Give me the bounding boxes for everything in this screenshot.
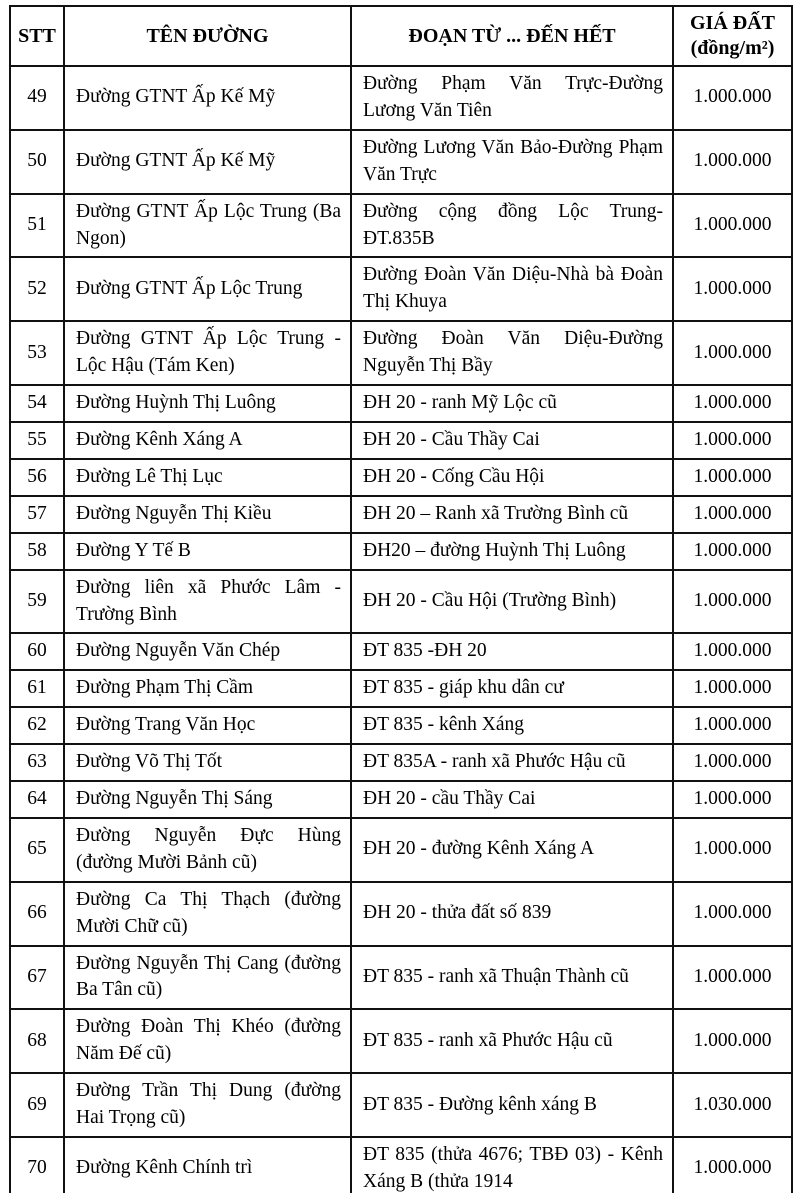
segment-cell: ĐH 20 – Ranh xã Trường Bình cũ [351, 496, 673, 533]
segment-cell: ĐT 835 (thửa 4676; TBĐ 03) - Kênh Xáng B (thửa 1914 [351, 1137, 673, 1193]
row-number-cell: 62 [10, 707, 64, 744]
header-price-line1: GIÁ ĐẤT [689, 12, 775, 34]
table-row [10, 496, 792, 533]
row-number-cell: 49 [10, 66, 64, 130]
table-row [10, 257, 792, 321]
segment-cell: Đường Phạm Văn Trực-Đường Lương Văn Tiên [351, 66, 673, 130]
price-cell: 1.000.000 [673, 1009, 792, 1073]
segment-cell: ĐH20 – đường Huỳnh Thị Luông [351, 533, 673, 570]
table-body [10, 66, 792, 1193]
row-number-cell: 52 [10, 257, 64, 321]
road-name-cell: Đường Y Tế B [64, 533, 351, 570]
price-cell: 1.000.000 [673, 459, 792, 496]
price-cell: 1.000.000 [673, 781, 792, 818]
road-name-cell: Đường Nguyễn Thị Cang (đường Ba Tân cũ) [64, 946, 351, 1010]
road-name-cell: Đường GTNT Ấp Lộc Trung (Ba Ngon) [64, 194, 351, 258]
road-name-cell: Đường Trang Văn Học [64, 707, 351, 744]
row-number-cell: 66 [10, 882, 64, 946]
table-row [10, 194, 792, 258]
row-number-cell: 63 [10, 744, 64, 781]
price-cell: 1.000.000 [673, 321, 792, 385]
segment-cell: ĐH 20 - ranh Mỹ Lộc cũ [351, 385, 673, 422]
road-name-cell: Đường GTNT Ấp Lộc Trung [64, 257, 351, 321]
road-name-cell: Đường Phạm Thị Cầm [64, 670, 351, 707]
table-row [10, 321, 792, 385]
road-name-cell: Đường GTNT Ấp Lộc Trung - Lộc Hậu (Tám Ken) [64, 321, 351, 385]
road-name-cell: Đường liên xã Phước Lâm - Trường Bình [64, 570, 351, 634]
price-cell: 1.000.000 [673, 946, 792, 1010]
segment-cell: ĐH 20 - Cầu Hội (Trường Bình) [351, 570, 673, 634]
price-cell: 1.030.000 [673, 1073, 792, 1137]
price-cell: 1.000.000 [673, 533, 792, 570]
price-cell: 1.000.000 [673, 194, 792, 258]
road-name-cell: Đường GTNT Ấp Kế Mỹ [64, 130, 351, 194]
table-row [10, 946, 792, 1010]
segment-cell: ĐH 20 - Cống Cầu Hội [351, 459, 673, 496]
price-cell: 1.000.000 [673, 670, 792, 707]
segment-cell: ĐT 835 - ranh xã Thuận Thành cũ [351, 946, 673, 1010]
table-row [10, 670, 792, 707]
price-cell: 1.000.000 [673, 257, 792, 321]
row-number-cell: 60 [10, 633, 64, 670]
price-cell: 1.000.000 [673, 633, 792, 670]
row-number-cell: 51 [10, 194, 64, 258]
row-number-cell: 69 [10, 1073, 64, 1137]
price-cell: 1.000.000 [673, 1137, 792, 1193]
price-cell: 1.000.000 [673, 882, 792, 946]
segment-cell: ĐH 20 - thửa đất số 839 [351, 882, 673, 946]
table-row [10, 385, 792, 422]
price-cell: 1.000.000 [673, 707, 792, 744]
segment-cell: ĐH 20 - đường Kênh Xáng A [351, 818, 673, 882]
price-cell: 1.000.000 [673, 422, 792, 459]
segment-cell: Đường Đoàn Văn Diệu-Đường Nguyễn Thị Bầy [351, 321, 673, 385]
row-number-cell: 56 [10, 459, 64, 496]
table-row [10, 570, 792, 634]
header-road-name: TÊN ĐƯỜNG [64, 6, 351, 66]
price-cell: 1.000.000 [673, 66, 792, 130]
table-row [10, 459, 792, 496]
row-number-cell: 54 [10, 385, 64, 422]
row-number-cell: 58 [10, 533, 64, 570]
row-number-cell: 67 [10, 946, 64, 1010]
table-row [10, 818, 792, 882]
table-row [10, 744, 792, 781]
road-name-cell: Đường Đoàn Thị Khéo (đường Năm Đế cũ) [64, 1009, 351, 1073]
road-name-cell: Đường Lê Thị Lục [64, 459, 351, 496]
row-number-cell: 57 [10, 496, 64, 533]
segment-cell: Đường cộng đồng Lộc Trung-ĐT.835B [351, 194, 673, 258]
header-price [673, 6, 792, 66]
road-name-cell: Đường Nguyễn Thị Kiều [64, 496, 351, 533]
price-cell: 1.000.000 [673, 744, 792, 781]
price-cell: 1.000.000 [673, 570, 792, 634]
table-row [10, 707, 792, 744]
segment-cell: ĐT 835 - ranh xã Phước Hậu cũ [351, 1009, 673, 1073]
road-name-cell: Đường Huỳnh Thị Luông [64, 385, 351, 422]
table-row [10, 130, 792, 194]
land-price-table [9, 5, 793, 1193]
row-number-cell: 68 [10, 1009, 64, 1073]
road-name-cell: Đường Kênh Xáng A [64, 422, 351, 459]
segment-cell: ĐH 20 - Cầu Thầy Cai [351, 422, 673, 459]
row-number-cell: 53 [10, 321, 64, 385]
header-price-line2: (đồng/m²) [690, 37, 775, 59]
table-header [10, 6, 792, 66]
price-cell: 1.000.000 [673, 130, 792, 194]
table-row [10, 633, 792, 670]
segment-cell: ĐT 835A - ranh xã Phước Hậu cũ [351, 744, 673, 781]
road-name-cell: Đường Nguyễn Thị Sáng [64, 781, 351, 818]
road-name-cell: Đường Kênh Chính trì [64, 1137, 351, 1193]
table-row [10, 422, 792, 459]
row-number-cell: 65 [10, 818, 64, 882]
road-name-cell: Đường Nguyễn Đực Hùng (đường Mười Bảnh cũ) [64, 818, 351, 882]
price-cell: 1.000.000 [673, 818, 792, 882]
segment-cell: ĐT 835 -ĐH 20 [351, 633, 673, 670]
table-row [10, 533, 792, 570]
price-cell: 1.000.000 [673, 385, 792, 422]
segment-cell: ĐT 835 - giáp khu dân cư [351, 670, 673, 707]
row-number-cell: 59 [10, 570, 64, 634]
price-cell: 1.000.000 [673, 496, 792, 533]
road-name-cell: Đường Trần Thị Dung (đường Hai Trọng cũ) [64, 1073, 351, 1137]
table-row [10, 1009, 792, 1073]
road-name-cell: Đường Võ Thị Tốt [64, 744, 351, 781]
header-row [10, 6, 792, 66]
header-stt: STT [10, 6, 64, 66]
road-name-cell: Đường Nguyễn Văn Chép [64, 633, 351, 670]
header-segment: ĐOẠN TỪ ... ĐẾN HẾT [351, 6, 673, 66]
segment-cell: ĐH 20 - cầu Thầy Cai [351, 781, 673, 818]
table-row [10, 1137, 792, 1193]
road-name-cell: Đường Ca Thị Thạch (đường Mười Chữ cũ) [64, 882, 351, 946]
table-row [10, 1073, 792, 1137]
table-row [10, 781, 792, 818]
road-name-cell: Đường GTNT Ấp Kế Mỹ [64, 66, 351, 130]
row-number-cell: 64 [10, 781, 64, 818]
segment-cell: Đường Đoàn Văn Diệu-Nhà bà Đoàn Thị Khuya [351, 257, 673, 321]
row-number-cell: 50 [10, 130, 64, 194]
segment-cell: ĐT 835 - Đường kênh xáng B [351, 1073, 673, 1137]
row-number-cell: 55 [10, 422, 64, 459]
row-number-cell: 61 [10, 670, 64, 707]
segment-cell: ĐT 835 - kênh Xáng [351, 707, 673, 744]
table-row [10, 882, 792, 946]
table-row [10, 66, 792, 130]
segment-cell: Đường Lương Văn Bảo-Đường Phạm Văn Trực [351, 130, 673, 194]
row-number-cell: 70 [10, 1137, 64, 1193]
